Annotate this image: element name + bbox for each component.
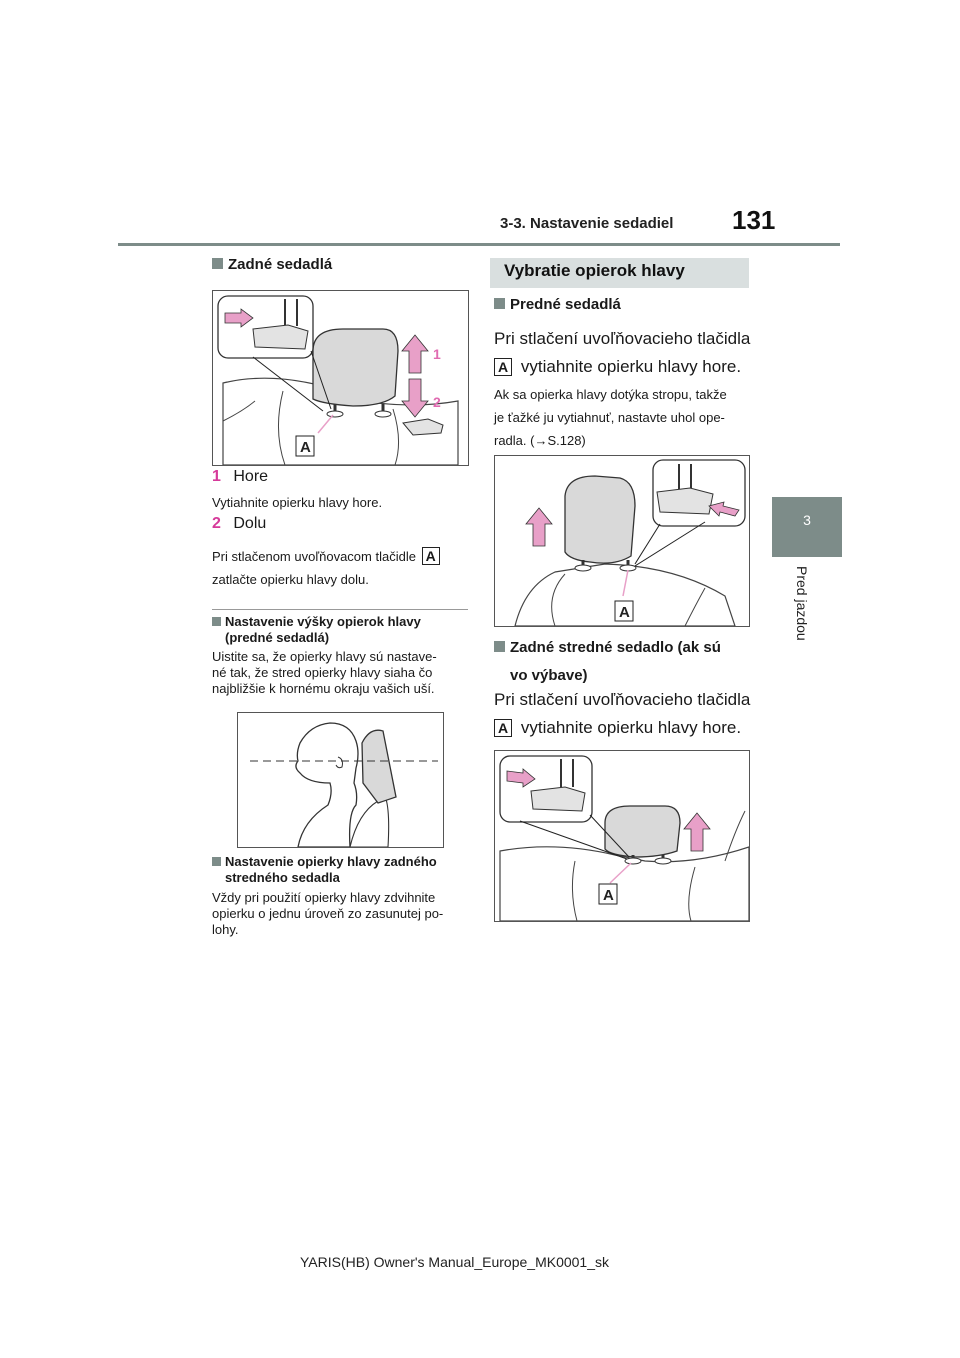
note-rear-center-title: Nastavenie opierky hlavy zadného stredného sedadla (212, 854, 437, 886)
fig-center-button-label: A (603, 887, 614, 904)
release-button-label: A (494, 719, 512, 737)
fig1-step2-label: 2 (433, 394, 441, 410)
step-2-number: 2 (212, 515, 221, 532)
figure-front-headrest-remove (494, 455, 750, 627)
front-note: Ak sa opierka hlavy dotýka stropu, takže je ťažké ju vytiahnuť, nastavte uhol ope- radla. (→S.128) (494, 387, 727, 448)
center-text-line2: A vytiahnite opierku hlavy hore. (494, 711, 741, 744)
front-text-line1: Pri stlačení uvoľňovacieho tlačidla (494, 329, 751, 348)
fig-front-button-label: A (619, 604, 630, 621)
release-button-label: A (422, 547, 440, 565)
square-bullet-icon (212, 857, 221, 866)
step-2-description-cont: zatlačte opierku hlavy dolu. (212, 572, 369, 587)
center-text-line1: Pri stlačení uvoľňovacieho tlačidla (494, 690, 751, 709)
step-1-number: 1 (212, 468, 221, 485)
step-2-label: Dolu (233, 515, 267, 532)
heading-front-seats: Predné sedadlá (494, 296, 621, 313)
footer-document-id: YARIS(HB) Owner's Manual_Europe_MK0001_sk (300, 1254, 609, 1270)
fig1-step1-label: 1 (433, 346, 441, 362)
figure-rear-center-headrest-remove (494, 750, 750, 922)
divider (212, 609, 468, 610)
heading-rear-seats: Zadné sedadlá (212, 256, 332, 273)
front-text-line2: A vytiahnite opierku hlavy hore. (494, 350, 741, 383)
header-rule (118, 243, 840, 246)
figure-head-height (237, 712, 444, 848)
chapter-number: 3 (803, 512, 811, 528)
section-banner (490, 258, 749, 288)
step-1-description: Vytiahnite opierku hlavy hore. (212, 495, 383, 510)
figure-rear-headrest-adjust (212, 290, 469, 466)
note-rear-center-text: Vždy pri použití opierky hlavy zdvihnite opierku o jednu úroveň zo zasunutej po- lohy. (212, 890, 444, 937)
step-2 (212, 515, 266, 533)
head-height-illustration (238, 713, 443, 847)
note-front-height-text: Uistite sa, že opierky hlavy sú nastave- né tak, že stred opierky hlavy siaha čo najbližšie k hornému okraju vašich uší. (212, 649, 437, 696)
section-banner-title: Vybratie opierok hlavy (504, 261, 685, 280)
square-bullet-icon (494, 641, 505, 652)
square-bullet-icon (494, 298, 505, 309)
step-1-label: Hore (233, 468, 269, 485)
step-1 (212, 468, 268, 486)
square-bullet-icon (212, 617, 221, 626)
rear-center-headrest-illustration (495, 751, 749, 921)
step-2-description: Pri stlačenom uvoľňovacom tlačidle A (212, 547, 440, 566)
heading-rear-center-seat: Zadné stredné sedadlo (ak sú vo výbave) (494, 634, 721, 690)
rear-headrest-illustration (213, 291, 468, 465)
note-front-height-title: Nastavenie výšky opierok hlavy (predné sedadlá) (212, 614, 421, 646)
fig1-button-label: A (300, 439, 311, 456)
front-headrest-illustration (495, 456, 749, 626)
chapter-title: Pred jazdou (794, 566, 810, 641)
section-title: 3-3. Nastavenie sedadiel (500, 215, 674, 232)
release-button-label: A (494, 358, 512, 376)
chapter-title-vertical (794, 566, 814, 666)
page-number: 131 (732, 205, 776, 235)
square-bullet-icon (212, 258, 223, 269)
